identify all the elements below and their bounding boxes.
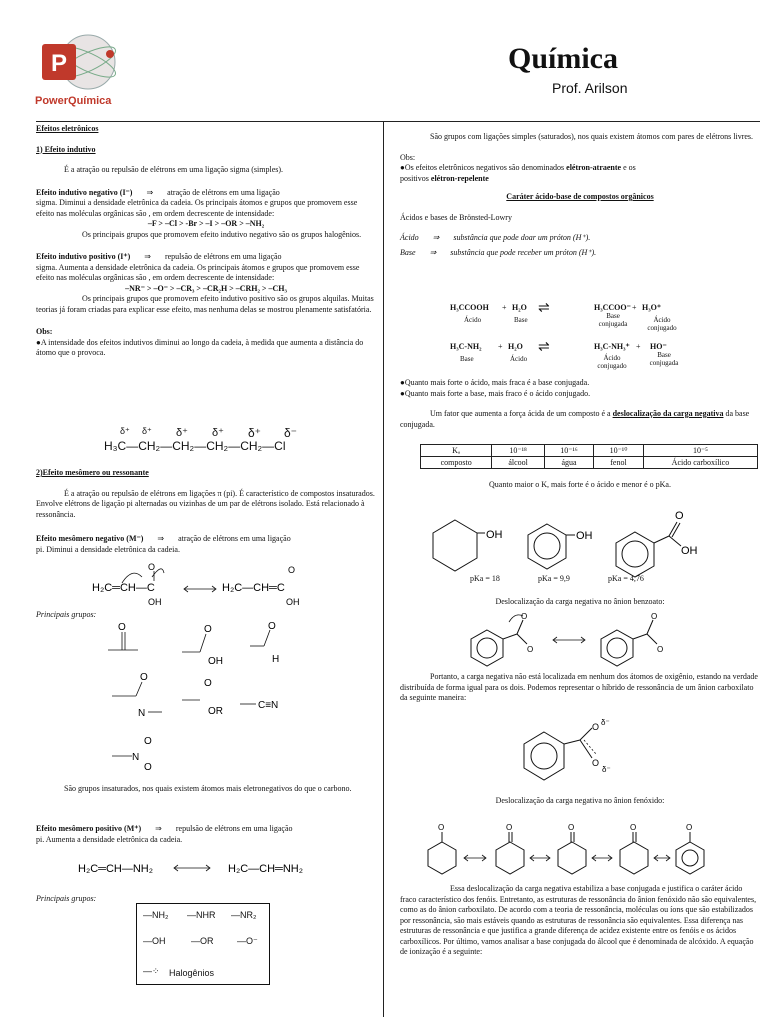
aldehyde-group — [250, 621, 279, 665]
delta-label: δ⁻ — [601, 718, 610, 727]
k-note: Quanto maior o K, mais forte é o ácido e menor é o pKa. — [489, 480, 671, 489]
equilibrium-arrow-icon: ⇌ — [538, 301, 550, 316]
phenoxide-structure — [428, 823, 456, 874]
mpos-arrow-text: repulsão de elétrons em uma ligação — [175, 824, 293, 833]
cyclohexane-ring — [433, 520, 477, 571]
eq-label: Base conjugada — [649, 351, 679, 367]
groups-box — [136, 903, 270, 985]
pos-order: –NR⁻ > –O⁻ > –CR₃ > –CR₂H > –CRH₂ > –CH₃ — [125, 283, 287, 293]
atom-label: O — [675, 510, 684, 522]
ka-table — [420, 444, 758, 469]
atom-label: O — [651, 612, 658, 621]
pka-label: pKa = 9,9 — [538, 574, 570, 583]
delta-label: δ⁺ — [212, 427, 224, 439]
rule-1: ●Quanto mais forte o ácido, mais fraca é a base conjugada. — [400, 378, 590, 387]
deloc-phenoxide-title: Deslocalização da carga negativa no ânion fenóxido: — [495, 796, 665, 805]
pos-heading — [36, 252, 376, 263]
atom-label: O — [204, 624, 212, 635]
obs-line1-text: ●Os efeitos eletrônicos negativos são denominados — [400, 163, 565, 172]
principal-groups-label-2: Principais grupos: — [36, 894, 97, 903]
right-arrow-icon: ⇒ — [144, 252, 151, 261]
atom-label: O — [521, 612, 528, 621]
eq-term: H₃CCOO⁻ — [594, 303, 631, 312]
group-o-minus: —O⁻ — [237, 936, 258, 946]
base-word: Base — [400, 247, 416, 257]
eq-label: Ácido conjugado — [647, 316, 677, 332]
atom-label: O — [686, 823, 693, 832]
eq-plus: + — [632, 303, 637, 312]
right-arrow-icon: ⇒ — [157, 534, 165, 543]
atom-label: OH — [486, 529, 503, 541]
table-cell: 10⁻¹⁶ — [544, 445, 593, 457]
atom-label: O — [506, 823, 513, 832]
rule-2: ●Quanto mais forte a base, mais fraco é o ácido conjugado. — [400, 388, 591, 398]
atom-label: O — [148, 563, 156, 572]
obs-line-2 — [400, 174, 760, 185]
atom-label: OR — [208, 706, 223, 717]
eq-label: Ácido — [510, 355, 528, 363]
mpos-left-formula: H₂C═CH—NH₂ — [78, 863, 153, 875]
phenoxide-resonance — [420, 820, 720, 880]
intro-text: São grupos com ligações simples (saturados), nos quais existem átomos com pares de elétrons livres. — [430, 132, 754, 141]
resonance-arrows — [464, 855, 670, 861]
left-column-2 — [36, 468, 376, 555]
carboxylate-hybrid — [518, 716, 628, 782]
deloc-text: Portanto, a carga negativa não está localizada em nenhum dos átomos de oxigênio, estando na verdade distribuída de forma igual para os dois. Podemos representar o híbrido de ressonância de um ânion carboxilato da seguinte maneira: — [400, 672, 758, 702]
eq-label: Base conjugada — [598, 312, 628, 328]
table-cell: Kₐ — [421, 445, 492, 457]
eq-term: H₂O — [508, 342, 523, 351]
obs-line1b-text: e os — [623, 163, 636, 172]
benzoate-resonance — [465, 610, 685, 670]
principal-groups-label: Principais grupos: — [36, 610, 97, 619]
column-divider — [383, 122, 384, 1017]
delta-label: δ⁺ — [176, 427, 188, 439]
eq-label: Ácido — [464, 316, 482, 324]
atom-label: O — [268, 621, 276, 632]
s1-title: 1) Efeito indutivo — [36, 144, 96, 154]
atom-label: O — [630, 823, 637, 832]
brand-name: PowerQuímica — [35, 95, 112, 107]
table-cell: álcool — [492, 457, 545, 469]
header — [0, 0, 768, 122]
pos-arrow-text: repulsão de elétrons em uma ligação — [164, 252, 282, 261]
group-oh: —OH — [143, 936, 166, 946]
atom-label: O — [288, 565, 296, 575]
bronsted-line: Ácidos e bases de Brönsted-Lowry — [400, 212, 512, 222]
eq-plus: + — [502, 303, 507, 312]
s1-definition: É a atração ou repulsão de elétrons em uma ligação sigma (simples). — [64, 165, 284, 174]
delta-label: δ⁺ — [142, 426, 152, 436]
atom-label: N — [132, 752, 140, 763]
atom-label: O — [144, 736, 152, 747]
table-row — [421, 445, 758, 457]
factor-text — [400, 409, 760, 430]
atom-label: OH — [286, 597, 300, 607]
group-nhr: —NHR — [187, 910, 216, 920]
neg-heading — [36, 188, 376, 199]
author: Prof. Arilson — [552, 80, 628, 96]
delta-label: δ⁺ — [248, 426, 262, 440]
neg-arrow-text: atração de elétrons em uma ligação — [167, 187, 280, 197]
delta-label: δ⁻ — [284, 426, 298, 440]
atom-label: O — [144, 762, 152, 770]
left-column — [36, 124, 376, 359]
right-arrow-icon: ⇒ — [155, 824, 162, 833]
ketone-group — [108, 622, 138, 650]
table-cell: 10⁻¹⁰ — [594, 445, 644, 457]
s2-definition: É a atração ou repulsão de elétrons em ligações π (pi). É característico de compostos insaturados. Envolve elétrons de ligação pi alternadas ou vizinhas de um par de elétrons isolado. Está relacionado à ressonância. — [36, 488, 375, 519]
acid-word: Ácido — [400, 233, 419, 242]
obs-line-1 — [400, 163, 760, 174]
atom-label: O — [568, 823, 575, 832]
obs-title: Obs: — [36, 327, 53, 336]
atom-label: O — [204, 678, 212, 689]
page-title: Química — [508, 42, 618, 75]
pos-title: Efeito indutivo positivo (I⁺) — [36, 252, 131, 261]
insat-note: São grupos insaturados, nos quais existem átomos mais eletronegativos do que o carbono. — [64, 784, 352, 793]
carboxyl-group — [182, 624, 223, 667]
atom-label: OH — [148, 597, 162, 607]
equation-2 — [450, 342, 730, 376]
eq-term: H₂O — [512, 303, 527, 312]
table-cell: Ácido carboxílico — [643, 457, 757, 469]
mneg-left-formula: H₂C═CH—C — [92, 582, 155, 594]
atom-label: O — [438, 823, 445, 832]
phenoxide-structure — [620, 823, 648, 874]
acid-def: substância que pode doar um próton (H⁺). — [453, 233, 591, 242]
atom-label: O — [657, 645, 664, 654]
pos-body: sigma. Aumenta a densidade eletrônica da cadeia. Os principais átomos e grupos que promovem esse efeito nas moléculas orgânicas são , em ordem decrescente de intensidade: — [36, 262, 360, 282]
neg-title: Efeito indutivo negativo (I⁻) — [36, 187, 133, 197]
eq-term: H₃CCOOH — [450, 303, 489, 312]
mpos-title: Efeito mesômero positivo (M⁺) — [36, 824, 142, 833]
mpos-section — [36, 824, 376, 845]
obs-bold1: elétron-atraente — [566, 163, 622, 172]
factor-end: da base conjugada. — [400, 409, 750, 429]
table-cell: água — [544, 457, 593, 469]
nitro-group — [112, 736, 152, 770]
right-arrow-icon: ⇒ — [146, 187, 154, 197]
deloc-benzoate-title: Deslocalização da carga negativa no ânion benzoato: — [495, 597, 665, 606]
obs-text: ●A intensidade dos efeitos indutivos diminui ao longo da cadeia, à medida que aumenta a distância do átomo que o provoca. — [36, 337, 364, 357]
eq-label: Base — [514, 316, 528, 324]
atom-label: O — [140, 672, 148, 683]
obs-title-right: Obs: — [400, 152, 416, 162]
table-cell: composto — [421, 457, 492, 469]
atom-label: OH — [208, 656, 223, 667]
eq-label: Ácido conjugado — [597, 354, 627, 370]
table-cell: 10⁻¹⁸ — [492, 445, 545, 457]
delta-label: δ⁻ — [602, 765, 611, 774]
ester-group — [182, 678, 223, 717]
base-def-line — [400, 248, 760, 259]
final-text: Essa deslocalização da carga negativa estabiliza a base conjugada e justifica o caráter ácido fraco característico dos fenóis. Entretanto, as estruturas de ressonância do ânion fenóxido não são equivalentes, como as do ânion carboxilato. De acordo com a teoria de ressonância, moléculas ou íons que são estabilizados por ressonância, são mais estáveis quando as estruturas de ressonância são equivalentes. Essa diferença nas estruturas de ressonância e que justifica a grande diferença de acidez existente entre os fenóis e os ácidos carboxílicos. Por último, vamos analisar a base conjugada do álcool que é denominada de alcóxido. A equação de ionização é a seguinte: — [400, 884, 757, 956]
atom-label: OH — [576, 530, 593, 542]
atom-label: O — [592, 758, 600, 768]
table-cell: 10⁻⁵ — [643, 445, 757, 457]
phenoxide-structure — [496, 823, 524, 874]
mneg-heading — [36, 534, 376, 545]
obs-bold2: elétron-repelente — [430, 173, 489, 183]
svg-text:P: P — [50, 50, 68, 77]
factor-lead: Um fator que aumenta a força ácida de um composto é a — [430, 409, 611, 418]
pka-label: pKa = 4,76 — [608, 574, 644, 583]
group-nr2: —NR₂ — [231, 910, 257, 920]
atom-label: O — [527, 645, 534, 654]
table-cell: fenol — [594, 457, 644, 469]
eq-term: H₃C-NH₂ — [450, 342, 482, 351]
delta-label: δ⁺ — [120, 426, 130, 436]
mpos-right-formula: H₂C—CH═NH₂ — [228, 863, 303, 875]
mneg-groups — [100, 620, 320, 770]
s2-title: 2)Efeito mesômero ou ressonante — [36, 468, 149, 477]
table-row — [421, 457, 758, 469]
atom-label: H — [272, 654, 280, 665]
base-def: substância que pode receber um próton (H⁺). — [450, 247, 597, 257]
eq-plus: + — [498, 342, 503, 351]
group-or: —OR — [191, 936, 214, 946]
pos-note: Os principais grupos que promovem efeito indutivo positivo são os grupos alquilas. Muitas teorias já foram criadas para explicar esse efeito, mas nenhuma delas se mostrou plenamente satisfatória. — [36, 294, 374, 314]
right-arrow-icon: ⇒ — [432, 233, 440, 242]
atom-label: OH — [681, 545, 698, 557]
neg-note: Os principais grupos que promovem efeito indutivo negativo são os grupos halogênios. — [82, 229, 362, 239]
atom-label: O — [118, 622, 126, 633]
eq-term: H₃C-NH₃⁺ — [594, 342, 630, 351]
atom-label: O — [592, 722, 600, 732]
mneg-body: pi. Diminui a densidade eletrônica da cadeia. — [36, 544, 180, 554]
right-arrow-icon: ⇒ — [429, 247, 437, 257]
pka-label: pKa = 18 — [470, 574, 500, 583]
eq-label: Base — [460, 355, 474, 363]
mpos-resonance — [78, 852, 348, 882]
mneg-title: Efeito mesômero negativo (M⁻) — [36, 534, 144, 543]
mneg-arrow-text: atração de elétrons em uma ligação — [178, 534, 291, 543]
mneg-resonance — [92, 563, 332, 607]
phenoxide-structure — [676, 823, 704, 874]
neg-body: sigma. Diminui a densidade eletrônica da cadeia. Os principais átomos e grupos que promovem esse efeito nas moléculas orgânicas são , em ordem decrescente de intensidade: — [36, 198, 358, 218]
eq-plus: + — [636, 342, 641, 351]
acid-def-line — [400, 233, 760, 244]
header-rule — [36, 121, 760, 122]
atom-label: C≡N — [258, 700, 279, 711]
nitrile-group — [240, 700, 278, 711]
rules — [400, 378, 760, 430]
powerquimica-logo — [30, 34, 140, 94]
right-column — [400, 132, 760, 258]
section-title: Efeitos eletrônicos — [36, 124, 99, 133]
inductive-chain — [104, 426, 334, 456]
mpos-body: pi. Aumenta a densidade eletrônica da cadeia. — [36, 834, 183, 844]
eq-term: HO⁻ — [650, 342, 667, 351]
group-halogens: Halogênios — [169, 968, 215, 978]
mneg-right-formula: H₂C—CH═C — [222, 582, 285, 594]
equation-1 — [450, 303, 730, 337]
amide-group — [112, 672, 162, 719]
chain-formula: H₃C—CH₂—CH₂—CH₂—CH₂—Cl — [104, 439, 286, 453]
equilibrium-arrow-icon: ⇌ — [538, 340, 550, 355]
obs-line2-text: positivos — [400, 173, 429, 183]
neg-order: –F > –Cl > -Br > –I > –OR > –NH₂ — [147, 219, 265, 228]
atom-label: N — [138, 708, 146, 719]
mpos-heading — [36, 824, 376, 835]
group-nh2: —NH₂ — [143, 910, 169, 920]
acidbase-title: Caráter ácido-base de compostos orgânicos — [506, 192, 654, 201]
eq-term: H₃O⁺ — [642, 303, 662, 312]
phenoxide-structure — [558, 823, 586, 874]
halogen-dots-icon: —⁘ — [143, 966, 160, 976]
factor-bold: deslocalização da carga negativa — [612, 409, 724, 418]
